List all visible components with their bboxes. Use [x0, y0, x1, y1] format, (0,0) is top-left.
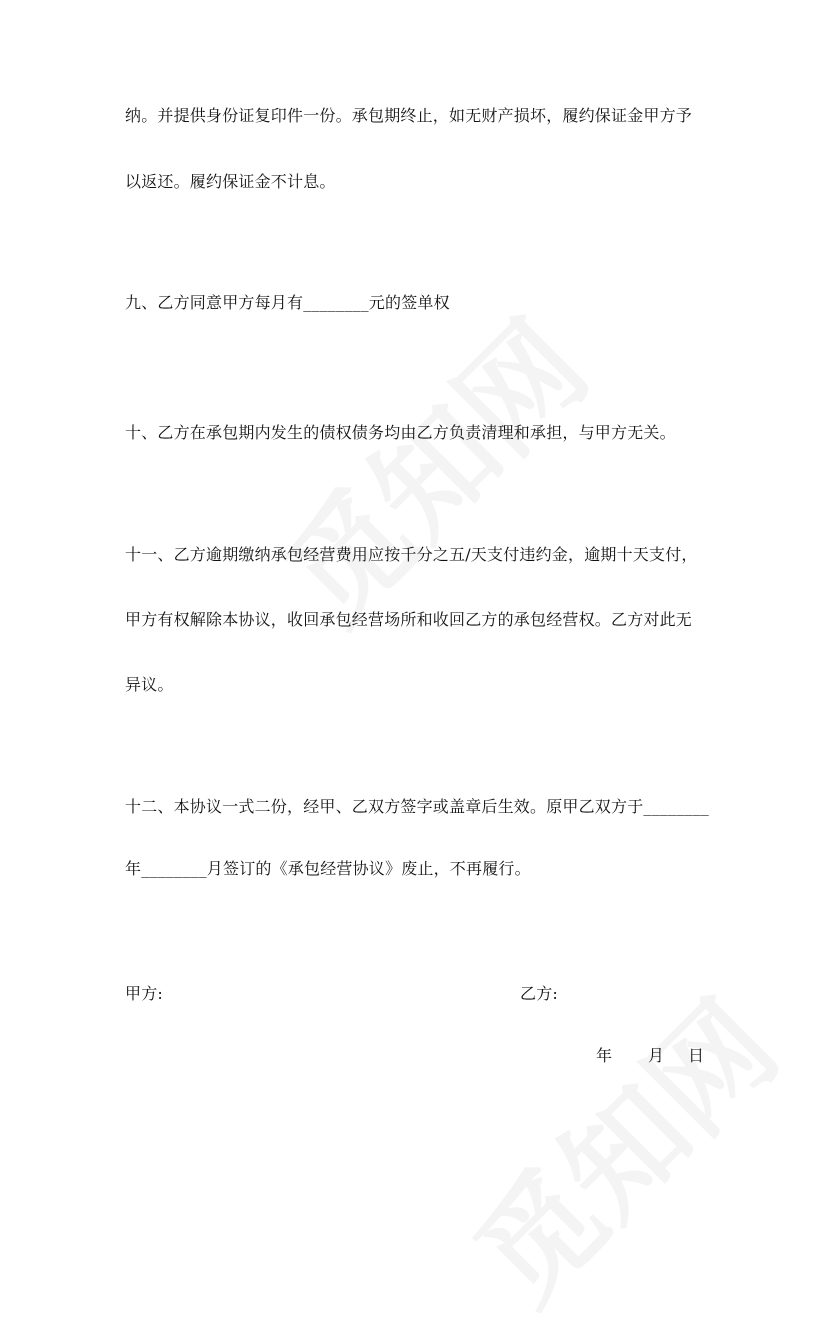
paragraph-line: 以返还。履约保证金不计息。: [125, 172, 336, 191]
date-month: 月: [648, 1046, 665, 1065]
clause-10: 十、乙方在承包期内发生的债权债务均由乙方负责清理和承担，与甲方无关。: [125, 423, 676, 442]
signature-date: [596, 1046, 704, 1066]
party-a-signature-label: 甲方:: [125, 984, 163, 1003]
clause-11-line: 十一、乙方逾期缴纳承包经营费用应按千分之五/天支付违约金，逾期十天支付，: [125, 545, 698, 564]
clause-11-line: 异议。: [125, 675, 174, 694]
paragraph-line: 纳。并提供身份证复印件一份。承包期终止，如无财产损坏，履约保证金甲方予: [125, 106, 693, 125]
clause-11-line: 甲方有权解除本协议，收回承包经营场所和收回乙方的承包经营权。乙方对此无: [125, 610, 693, 629]
party-b-signature-label: 乙方:: [520, 984, 558, 1003]
date-day: 日: [688, 1046, 705, 1065]
date-year: 年: [596, 1046, 613, 1065]
clause-9: 九、乙方同意甲方每月有________元的签单权: [125, 293, 450, 312]
watermark: [242, 278, 618, 654]
clause-12-line: 年________月签订的《承包经营协议》废止，不再履行。: [125, 859, 531, 878]
clause-12-line: 十二、本协议一式二份，经甲、乙双方签字或盖章后生效。原甲乙双方于________: [125, 797, 710, 816]
watermark: [432, 958, 808, 1334]
